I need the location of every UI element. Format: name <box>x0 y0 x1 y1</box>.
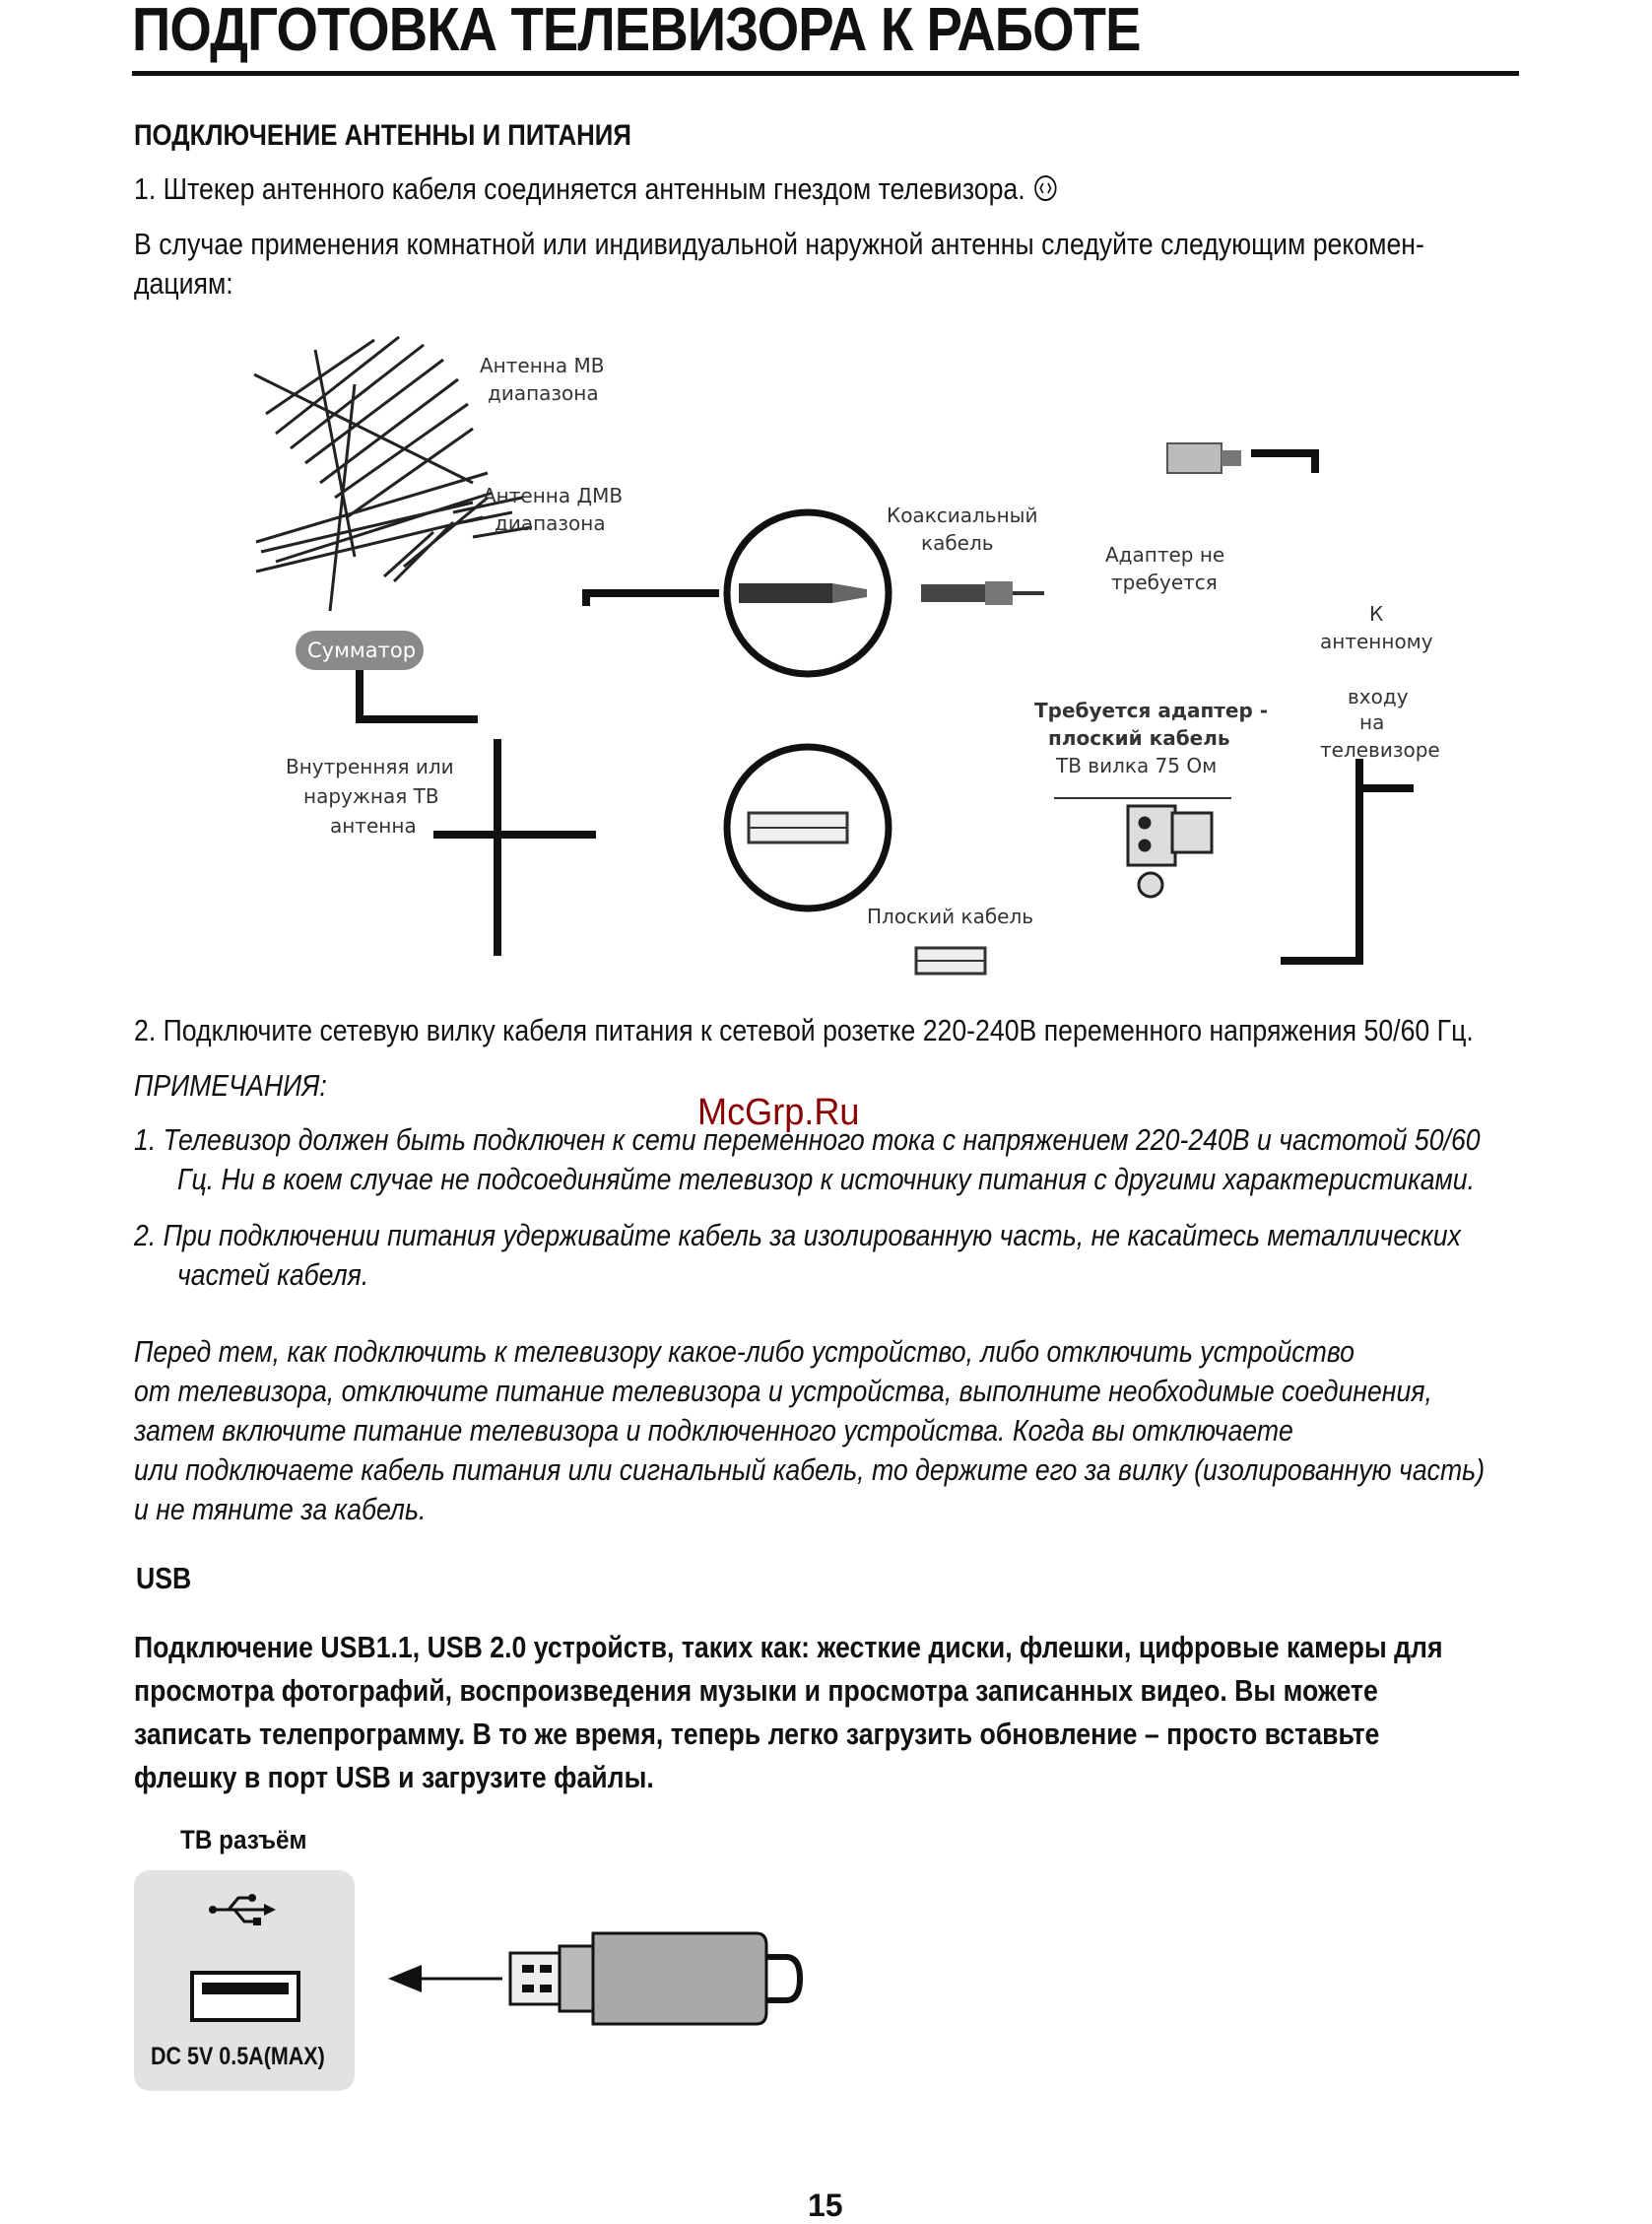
warning-line-4: или подключаете кабель питания или сигнальный кабель, то держите его за вилку (изолированную часть) <box>134 1452 1486 1487</box>
label-to-input-4: на <box>1359 710 1385 734</box>
usb-symbol-icon <box>207 1890 278 1929</box>
usb-line-2: просмотра фотографий, воспроизведения музыки и просмотра записанных видео. Вы можете <box>134 1673 1378 1708</box>
note-2-line-2: частей кабеля. <box>177 1257 369 1292</box>
label-no-adapter-1: Адаптер не <box>1105 543 1225 567</box>
antenna-section-heading: ПОДКЛЮЧЕНИЕ АНТЕННЫ И ПИТАНИЯ <box>134 119 631 152</box>
antenna-socket-icon <box>1032 173 1058 203</box>
label-flat-cable: Плоский кабель <box>867 905 1034 928</box>
notes-heading: ПРИМЕЧАНИЯ: <box>134 1068 327 1103</box>
label-needs-adapter-1: Требуется адаптер - <box>1034 699 1269 722</box>
usb-port-socket <box>190 1971 300 2022</box>
warning-line-2: от телевизора, отключите питание телевизора и устройства, выполните необходимые соединения, <box>134 1374 1432 1408</box>
label-combiner: Сумматор <box>307 639 417 662</box>
warning-line-5: и не тяните за кабель. <box>134 1492 427 1526</box>
label-antenna-mv-2: диапазона <box>488 381 599 405</box>
label-to-input-5: телевизоре <box>1320 738 1440 762</box>
usb-port-label: ТВ разъём <box>180 1825 307 1854</box>
label-coax-2: кабель <box>921 531 994 555</box>
usb-line-1: Подключение USB1.1, USB 2.0 устройств, таких как: жесткие диски, флешки, цифровые камеры для <box>134 1630 1443 1664</box>
label-needs-adapter-2: плоский кабель <box>1048 726 1230 750</box>
warning-line-1: Перед тем, как подключить к телевизору какое-либо устройство, либо отключить устройство <box>134 1334 1355 1369</box>
usb-heading: USB <box>136 1561 192 1595</box>
title-divider <box>132 71 1519 76</box>
flat-cable-adapter-plug <box>1128 806 1212 897</box>
label-to-input-3: входу <box>1348 685 1409 708</box>
label-needs-adapter-3: ТВ вилка 75 Ом <box>1056 754 1218 777</box>
label-antenna-mv-1: Антенна МВ <box>480 354 605 377</box>
step-1-text: 1. Штекер антенного кабеля соединяется антенным гнездом телевизора. <box>134 169 1058 209</box>
label-antenna-dmv-1: Антенна ДМВ <box>483 484 624 507</box>
usb-flash-drive-illustration <box>384 1921 818 2030</box>
label-to-input-2: антенному <box>1320 630 1433 653</box>
note-1-line-2: Гц. Ни в коем случае не подсоединяйте телевизор к источнику питания с другими характеристиками. <box>177 1162 1476 1196</box>
antenna-intro-line-1: В случае применения комнатной или индивидуальной наружной антенны следуйте следующим рекомен- <box>134 227 1424 261</box>
note-1-line-1: 1. Телевизор должен быть подключен к сети переменного тока с напряжением 220-240В и частотой 50/60 <box>134 1122 1481 1157</box>
label-no-adapter-2: требуется <box>1111 571 1218 594</box>
usb-port-spec: DC 5V 0.5A(MAX) <box>151 2043 325 2070</box>
warning-line-3: затем включите питание телевизора и подключенного устройства. Когда вы отключаете <box>134 1413 1293 1448</box>
antenna-connection-diagram <box>236 325 1458 995</box>
antenna-intro-line-2: дациям: <box>134 266 233 301</box>
note-2-line-1: 2. При подключении питания удерживайте кабель за изолированную часть, не касайтесь металлических <box>134 1218 1461 1252</box>
label-coax-1: Коаксиальный <box>887 504 1038 527</box>
antenna-illustration <box>254 337 532 611</box>
usb-line-3: записать телепрограмму. В то же время, теперь легко загрузить обновление – просто вставьте <box>134 1717 1380 1751</box>
label-antenna-dmv-2: диапазона <box>495 511 606 535</box>
label-indoor-3: антенна <box>330 814 417 838</box>
watermark: McGrp.Ru <box>697 1092 860 1133</box>
step-2-text: 2. Подключите сетевую вилку кабеля питания к сетевой розетке 220-240В переменного напряжения 50/60 Гц. <box>134 1013 1474 1047</box>
label-to-input-1: К <box>1369 602 1384 626</box>
label-indoor-2: наружная ТВ <box>303 784 439 808</box>
usb-line-4: флешку в порт USB и загрузите файлы. <box>134 1760 654 1794</box>
page-title: ПОДГОТОВКА ТЕЛЕВИЗОРА К РАБОТЕ <box>132 0 1141 64</box>
label-indoor-1: Внутренняя или <box>286 755 454 778</box>
page-number: 15 <box>808 2188 843 2223</box>
